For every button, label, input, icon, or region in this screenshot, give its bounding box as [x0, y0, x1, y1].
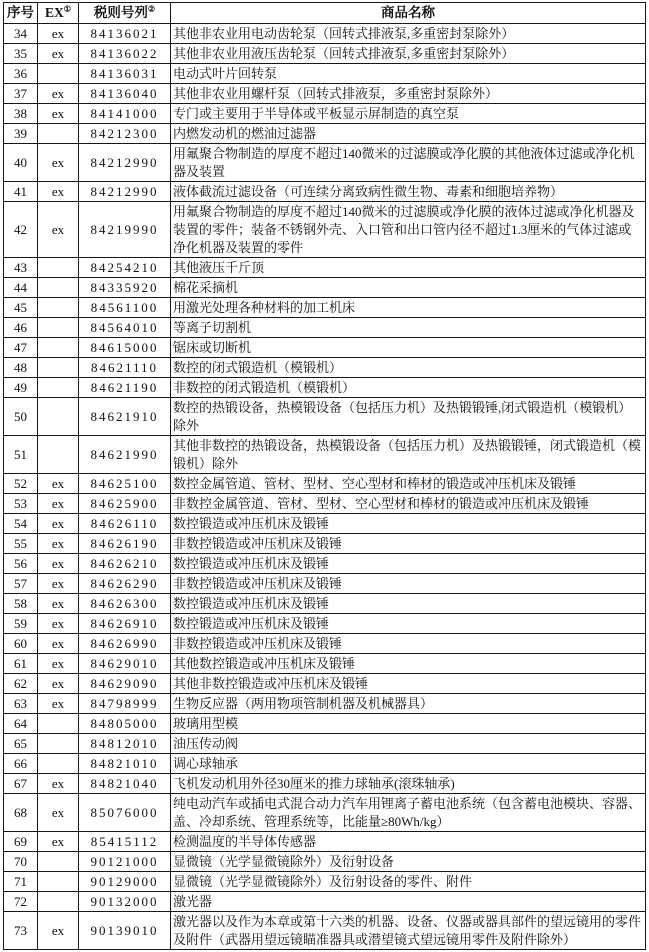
cell-name: 激光器以及作为本章或第十六类的机器、设备、仪器或器具部件的望远镜用的零件及附件（武器用望远镜瞄准器具或潜望镜式望远镜用零件及附件除外）	[171, 912, 646, 950]
cell-seq: 52	[4, 474, 38, 494]
cell-code: 84212300	[79, 124, 171, 144]
cell-seq: 45	[4, 298, 38, 318]
cell-ex: ex	[38, 474, 79, 494]
cell-ex	[38, 338, 79, 358]
header-code-label: 税则号列	[93, 5, 148, 20]
cell-seq: 53	[4, 494, 38, 514]
table-row	[4, 574, 646, 594]
cell-name: 电动式叶片回转泵	[171, 64, 646, 84]
cell-name: 其他非数控的热锻设备，热模锻设备（包括压力机）及热锻锻锤，闭式锻造机（模锻机）除外	[171, 436, 646, 474]
cell-code: 90121000	[79, 852, 171, 872]
cell-name: 用氟聚合物制造的厚度不超过140微米的过滤膜或净化膜的液体过滤或净化机器及装置的零件；装备不锈钢外壳、入口管和出口管内径不超过1.3厘米的气体过滤或净化机器及装置的零件	[171, 202, 646, 258]
cell-name: 数控锻造或冲压机床及锻锤	[171, 554, 646, 574]
cell-ex	[38, 258, 79, 278]
footnote-mark-1: ①	[63, 4, 71, 14]
cell-name: 其他非农业用电动齿轮泵（回转式排液泵,多重密封泵除外）	[171, 24, 646, 44]
table-row	[4, 714, 646, 734]
cell-code: 84621910	[79, 398, 171, 436]
cell-name: 非数控锻造或冲压机床及锻锤	[171, 534, 646, 554]
table-row	[4, 104, 646, 124]
cell-seq: 62	[4, 674, 38, 694]
cell-code: 84821010	[79, 754, 171, 774]
cell-seq: 56	[4, 554, 38, 574]
cell-name: 非数控锻造或冲压机床及锻锤	[171, 634, 646, 654]
header-seq	[4, 3, 38, 24]
cell-seq: 48	[4, 358, 38, 378]
cell-seq: 36	[4, 64, 38, 84]
cell-seq: 35	[4, 44, 38, 64]
table-row	[4, 338, 646, 358]
cell-seq: 39	[4, 124, 38, 144]
cell-code: 84141000	[79, 104, 171, 124]
cell-ex: ex	[38, 694, 79, 714]
table-row	[4, 514, 646, 534]
table-row	[4, 674, 646, 694]
cell-code: 84812010	[79, 734, 171, 754]
cell-seq: 70	[4, 852, 38, 872]
cell-ex: ex	[38, 104, 79, 124]
cell-ex	[38, 298, 79, 318]
cell-name: 飞机发动机用外径30厘米的推力球轴承(滚珠轴承)	[171, 774, 646, 794]
table-row	[4, 872, 646, 892]
cell-seq: 71	[4, 872, 38, 892]
table-row	[4, 202, 646, 258]
cell-seq: 67	[4, 774, 38, 794]
table-row	[4, 534, 646, 554]
cell-code: 90129000	[79, 872, 171, 892]
cell-ex: ex	[38, 84, 79, 104]
cell-code: 84212990	[79, 182, 171, 202]
cell-ex: ex	[38, 654, 79, 674]
cell-ex: ex	[38, 514, 79, 534]
cell-code: 84564010	[79, 318, 171, 338]
cell-name: 其他液压千斤顶	[171, 258, 646, 278]
cell-name: 激光器	[171, 892, 646, 912]
cell-seq: 54	[4, 514, 38, 534]
table-row	[4, 378, 646, 398]
cell-code: 84136022	[79, 44, 171, 64]
cell-ex	[38, 278, 79, 298]
cell-code: 84335920	[79, 278, 171, 298]
cell-code: 84561100	[79, 298, 171, 318]
table-row	[4, 258, 646, 278]
cell-name: 非数控锻造或冲压机床及锻锤	[171, 574, 646, 594]
cell-seq: 51	[4, 436, 38, 474]
cell-code: 84626300	[79, 594, 171, 614]
header-name-label: 商品名称	[381, 5, 435, 20]
table-row	[4, 64, 646, 84]
cell-code: 84254210	[79, 258, 171, 278]
cell-seq: 65	[4, 734, 38, 754]
header-name	[171, 3, 646, 24]
table-header	[4, 3, 646, 24]
cell-name: 液体截流过滤设备（可连续分离致病性微生物、毒素和细胞培养物）	[171, 182, 646, 202]
cell-code: 84219990	[79, 202, 171, 258]
table-row	[4, 554, 646, 574]
cell-name: 纯电动汽车或插电式混合动力汽车用锂离子蓄电池系统（包含蓄电池模块、容器、盖、冷却系统、管理系统等，比能量≥80Wh/kg）	[171, 794, 646, 832]
cell-ex: ex	[38, 182, 79, 202]
cell-name: 调心球轴承	[171, 754, 646, 774]
cell-ex	[38, 398, 79, 436]
cell-ex: ex	[38, 674, 79, 694]
table-row	[4, 594, 646, 614]
cell-code: 85076000	[79, 794, 171, 832]
table-body	[4, 24, 646, 950]
cell-name: 数控金属管道、管材、型材、空心型材和棒材的锻造或冲压机床及锻锤	[171, 474, 646, 494]
cell-seq: 73	[4, 912, 38, 950]
cell-name: 非数控金属管道、管材、型材、空心型材和棒材的锻造或冲压机床及锻锤	[171, 494, 646, 514]
cell-seq: 69	[4, 832, 38, 852]
cell-code: 84626290	[79, 574, 171, 594]
header-ex-label: EX	[45, 5, 64, 20]
cell-ex: ex	[38, 634, 79, 654]
cell-seq: 37	[4, 84, 38, 104]
cell-name: 玻璃用型模	[171, 714, 646, 734]
cell-name: 其他非数控锻造或冲压机床及锻锤	[171, 674, 646, 694]
cell-code: 84625100	[79, 474, 171, 494]
cell-code: 85415112	[79, 832, 171, 852]
cell-seq: 44	[4, 278, 38, 298]
cell-name: 内燃发动机的燃油过滤器	[171, 124, 646, 144]
cell-code: 84626990	[79, 634, 171, 654]
table-row	[4, 44, 646, 64]
table-row	[4, 734, 646, 754]
cell-seq: 50	[4, 398, 38, 436]
cell-ex: ex	[38, 534, 79, 554]
cell-name: 数控的闭式锻造机（模锻机）	[171, 358, 646, 378]
cell-seq: 72	[4, 892, 38, 912]
table-row	[4, 614, 646, 634]
cell-seq: 68	[4, 794, 38, 832]
cell-ex: ex	[38, 44, 79, 64]
cell-seq: 41	[4, 182, 38, 202]
cell-ex	[38, 124, 79, 144]
table-row	[4, 278, 646, 298]
table-row	[4, 398, 646, 436]
cell-name: 显微镜（光学显微镜除外）及衍射设备	[171, 852, 646, 872]
cell-name: 数控的热锻设备，热模锻设备（包括压力机）及热锻锻锤,闭式锻造机（模锻机）除外	[171, 398, 646, 436]
cell-name: 其他非农业用液压齿轮泵（回转式排液泵,多重密封泵除外）	[171, 44, 646, 64]
cell-ex: ex	[38, 144, 79, 182]
cell-seq: 55	[4, 534, 38, 554]
cell-seq: 42	[4, 202, 38, 258]
cell-code: 84621190	[79, 378, 171, 398]
table-row	[4, 24, 646, 44]
cell-code: 84821040	[79, 774, 171, 794]
table-row	[4, 754, 646, 774]
table-row	[4, 912, 646, 950]
cell-seq: 58	[4, 594, 38, 614]
cell-code: 84136031	[79, 64, 171, 84]
cell-seq: 40	[4, 144, 38, 182]
cell-code: 84621990	[79, 436, 171, 474]
cell-name: 用激光处理各种材料的加工机床	[171, 298, 646, 318]
header-seq-label: 序号	[7, 5, 34, 20]
cell-ex: ex	[38, 614, 79, 634]
table-row	[4, 182, 646, 202]
cell-ex	[38, 378, 79, 398]
cell-name: 数控锻造或冲压机床及锻锤	[171, 594, 646, 614]
cell-seq: 61	[4, 654, 38, 674]
cell-code: 84629090	[79, 674, 171, 694]
cell-code: 84629010	[79, 654, 171, 674]
cell-ex: ex	[38, 202, 79, 258]
table-row	[4, 634, 646, 654]
header-ex	[38, 3, 79, 24]
cell-code: 90139010	[79, 912, 171, 950]
header-code	[79, 3, 171, 24]
cell-seq: 64	[4, 714, 38, 734]
table-row	[4, 358, 646, 378]
cell-ex: ex	[38, 594, 79, 614]
cell-name: 等离子切割机	[171, 318, 646, 338]
table-row	[4, 892, 646, 912]
table-row	[4, 694, 646, 714]
cell-seq: 43	[4, 258, 38, 278]
cell-name: 专门或主要用于半导体或平板显示屏制造的真空泵	[171, 104, 646, 124]
cell-ex: ex	[38, 24, 79, 44]
cell-code: 84626110	[79, 514, 171, 534]
cell-ex	[38, 358, 79, 378]
table-row	[4, 144, 646, 182]
cell-name: 检测温度的半导体传感器	[171, 832, 646, 852]
cell-name: 锯床或切断机	[171, 338, 646, 358]
cell-ex: ex	[38, 494, 79, 514]
cell-name: 非数控的闭式锻造机（模锻机）	[171, 378, 646, 398]
cell-seq: 46	[4, 318, 38, 338]
cell-name: 数控锻造或冲压机床及锻锤	[171, 514, 646, 534]
cell-ex	[38, 714, 79, 734]
cell-code: 84625900	[79, 494, 171, 514]
cell-ex	[38, 852, 79, 872]
cell-ex	[38, 64, 79, 84]
cell-name: 数控锻造或冲压机床及锻锤	[171, 614, 646, 634]
table-row	[4, 474, 646, 494]
cell-ex: ex	[38, 912, 79, 950]
table-row	[4, 774, 646, 794]
cell-name: 其他非农业用螺杆泵（回转式排液泵，多重密封泵除外）	[171, 84, 646, 104]
cell-seq: 57	[4, 574, 38, 594]
cell-ex: ex	[38, 554, 79, 574]
tariff-table	[3, 2, 646, 950]
table-row	[4, 494, 646, 514]
cell-ex	[38, 892, 79, 912]
table-row	[4, 84, 646, 104]
cell-code: 84626210	[79, 554, 171, 574]
cell-name: 显微镜（光学显微镜除外）及衍射设备的零件、附件	[171, 872, 646, 892]
header-row	[4, 3, 646, 24]
cell-ex: ex	[38, 574, 79, 594]
footnote-mark-2: ②	[147, 4, 156, 14]
cell-ex: ex	[38, 794, 79, 832]
cell-seq: 60	[4, 634, 38, 654]
table-row	[4, 794, 646, 832]
table-row	[4, 654, 646, 674]
cell-ex: ex	[38, 774, 79, 794]
cell-name: 其他数控锻造或冲压机床及锻锤	[171, 654, 646, 674]
cell-seq: 34	[4, 24, 38, 44]
cell-seq: 38	[4, 104, 38, 124]
cell-code: 90132000	[79, 892, 171, 912]
cell-name: 用氟聚合物制造的厚度不超过140微米的过滤膜或净化膜的其他液体过滤或净化机器及装置	[171, 144, 646, 182]
table-row	[4, 298, 646, 318]
cell-code: 84136040	[79, 84, 171, 104]
cell-code: 84626190	[79, 534, 171, 554]
cell-code: 84621110	[79, 358, 171, 378]
cell-seq: 59	[4, 614, 38, 634]
cell-code: 84805000	[79, 714, 171, 734]
cell-name: 生物反应器（两用物项管制机器及机械器具）	[171, 694, 646, 714]
cell-code: 84136021	[79, 24, 171, 44]
cell-ex	[38, 754, 79, 774]
cell-name: 棉花采摘机	[171, 278, 646, 298]
cell-code: 84798999	[79, 694, 171, 714]
cell-ex	[38, 872, 79, 892]
cell-ex	[38, 318, 79, 338]
table-row	[4, 318, 646, 338]
table-row	[4, 832, 646, 852]
cell-seq: 63	[4, 694, 38, 714]
cell-name: 油压传动阀	[171, 734, 646, 754]
table-row	[4, 436, 646, 474]
cell-seq: 47	[4, 338, 38, 358]
cell-code: 84626910	[79, 614, 171, 634]
cell-ex	[38, 734, 79, 754]
cell-code: 84615000	[79, 338, 171, 358]
cell-code: 84212990	[79, 144, 171, 182]
cell-ex: ex	[38, 832, 79, 852]
table-row	[4, 852, 646, 872]
table-row	[4, 124, 646, 144]
cell-seq: 66	[4, 754, 38, 774]
cell-ex	[38, 436, 79, 474]
cell-seq: 49	[4, 378, 38, 398]
